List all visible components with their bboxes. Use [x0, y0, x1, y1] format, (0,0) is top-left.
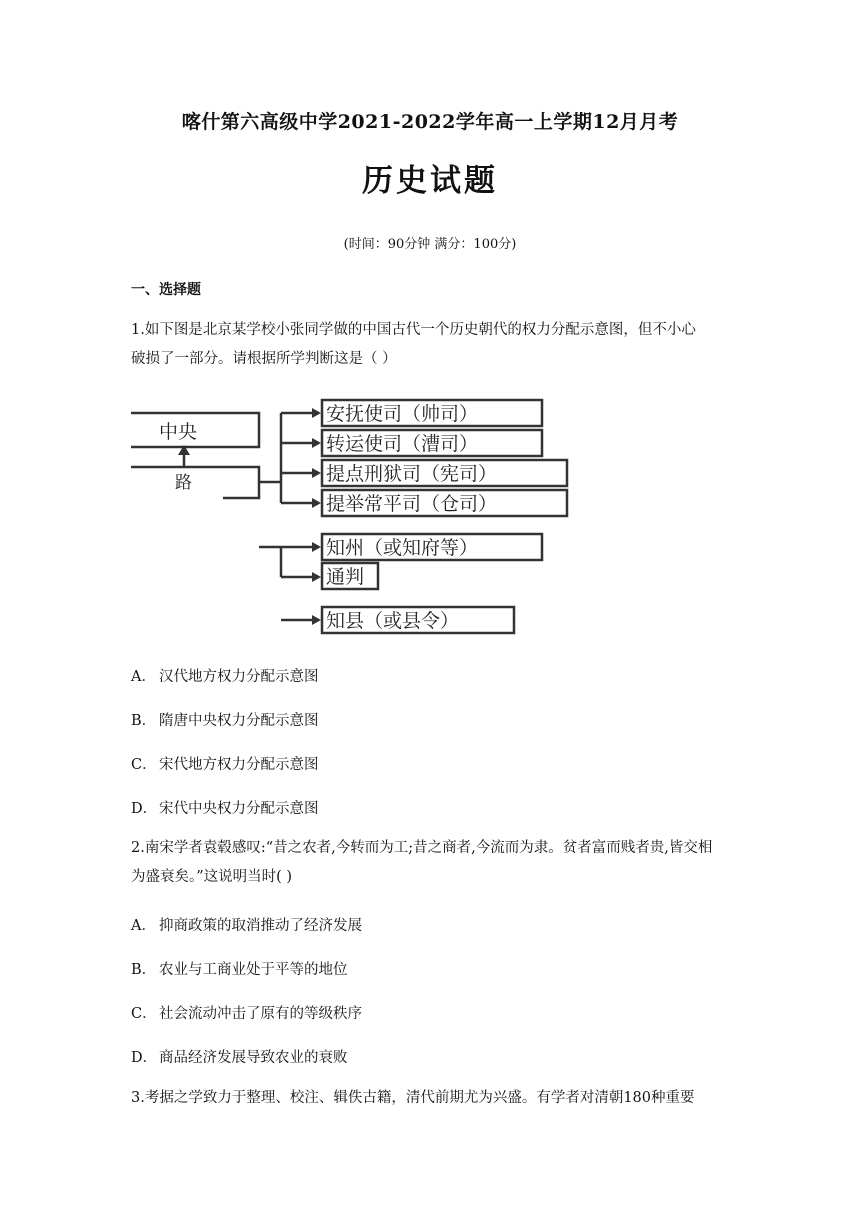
power-distribution-diagram	[131, 395, 581, 645]
question-1-stem	[131, 316, 731, 374]
option-letter: D．	[131, 1050, 158, 1066]
question-1-stem-line2: 破损了一部分。请根据所学判断这是（ ）	[131, 351, 397, 367]
question-1-option-a[interactable]	[131, 665, 319, 686]
question-1-stem-line1: 1.如下图是北京某学校小张同学做的中国古代一个历史朝代的权力分配示意图，但不小心	[131, 322, 696, 338]
question-2-option-c[interactable]	[131, 1002, 362, 1023]
lu-office-label-4: 提举常平司（仓司）	[326, 493, 498, 515]
question-1-option-c[interactable]	[131, 753, 319, 774]
lu-office-label-3: 提点刑狱司（宪司）	[326, 463, 498, 485]
option-letter: A．	[131, 918, 156, 934]
question-2-option-a[interactable]	[131, 914, 362, 935]
section-heading: 一、选择题	[131, 282, 201, 298]
option-text: 宋代地方权力分配示意图	[159, 757, 319, 773]
option-text: 宋代中央权力分配示意图	[159, 801, 319, 817]
option-text: 农业与工商业处于平等的地位	[159, 962, 348, 978]
question-2-option-b[interactable]	[131, 958, 348, 979]
option-letter: C．	[131, 757, 157, 773]
question-3-stem	[131, 1084, 731, 1113]
question-3-stem-line1: 3.考据之学致力于整理、校注、辑佚古籍，清代前期尤为兴盛。有学者对清朝180种重要	[131, 1090, 695, 1106]
tongpan-label: 通判	[326, 566, 365, 588]
lu-office-label-2: 转运使司（漕司）	[326, 433, 479, 455]
option-text: 社会流动冲击了原有的等级秩序	[159, 1006, 362, 1022]
lu-box	[131, 467, 259, 498]
option-letter: C．	[131, 1006, 157, 1022]
option-text: 商品经济发展导致农业的衰败	[159, 1050, 348, 1066]
question-2-stem-line2: 为盛衰矣。”这说明当时( )	[131, 869, 293, 885]
option-text: 汉代地方权力分配示意图	[159, 669, 319, 685]
option-letter: D．	[131, 801, 158, 817]
exam-header-title: 喀什第六高级中学2021-2022学年高一上学期12月月考	[181, 111, 679, 133]
zhou-office-label: 知州（或知府等）	[326, 537, 479, 559]
option-letter: A．	[131, 669, 156, 685]
xian-office-label: 知县（或县令）	[326, 610, 460, 632]
question-2-option-d[interactable]	[131, 1046, 348, 1067]
question-1-option-b[interactable]	[131, 709, 319, 730]
option-text: 隋唐中央权力分配示意图	[159, 713, 319, 729]
exam-subject-title: 历史试题	[362, 163, 498, 199]
question-1-option-d[interactable]	[131, 797, 319, 818]
lu-label: 路	[175, 473, 192, 493]
exam-time-and-score: (时间：90分钟 满分：100分)	[343, 237, 517, 252]
question-2-stem	[131, 834, 731, 892]
lu-office-label-1: 安抚使司（帅司）	[326, 403, 479, 425]
option-letter: B．	[131, 713, 157, 729]
option-letter: B．	[131, 962, 157, 978]
option-text: 抑商政策的取消推动了经济发展	[159, 918, 362, 934]
question-2-stem-line1: 2.南宋学者袁毂感叹:“昔之农者,今转而为工;昔之商者,今流而为隶。贫者富而贱者贵,皆交相	[131, 840, 713, 856]
central-label: 中央	[159, 421, 198, 443]
